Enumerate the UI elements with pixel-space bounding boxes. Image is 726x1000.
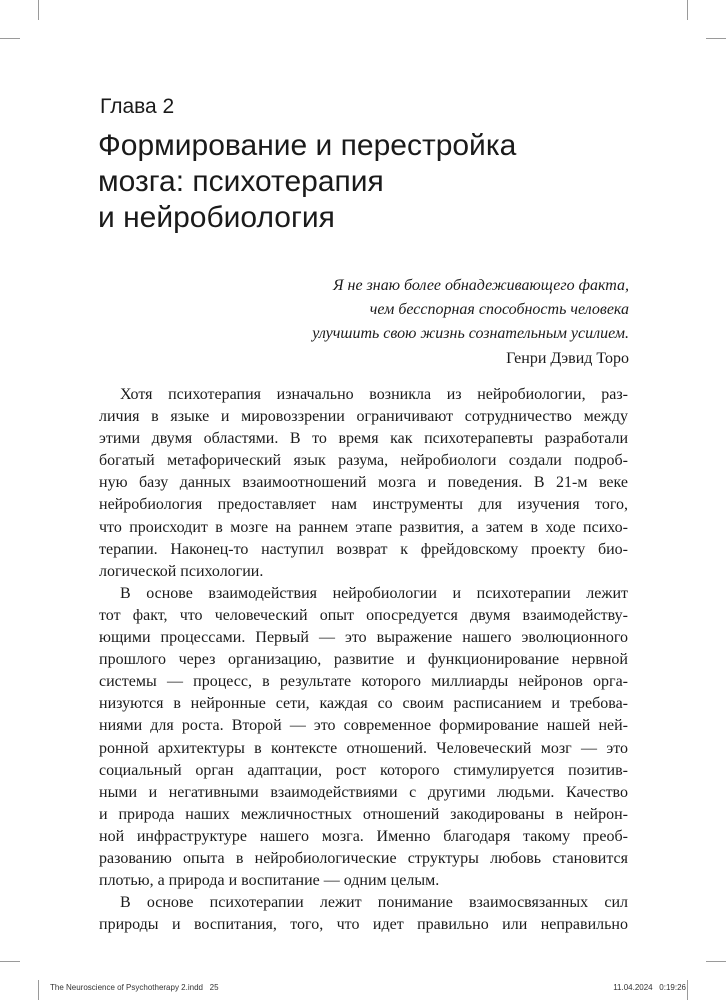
text-line: этими двумя областями. В то время как психотерапевты разработали <box>99 430 628 448</box>
text-line: ющими процессами. Первый — это выражение нашего эволюционного <box>99 629 628 647</box>
crop-mark <box>38 0 39 20</box>
text-line: разованию опыта в нейробиологические структуры любовь становится <box>99 849 628 867</box>
text-line: прошлого через организацию, развитие и функционирование нервной <box>99 651 628 669</box>
text-line: В основе взаимодействия нейробиологии и психотерапии лежит <box>120 584 628 602</box>
text-line: личия в языке и мировоззрении ограничивают сотрудничество между <box>99 408 628 426</box>
crop-mark <box>687 0 688 20</box>
text-line: логической психологии. <box>99 562 264 580</box>
text-line: ниями для роста. Второй — это современное формирование нашей ней- <box>99 717 628 735</box>
slug-datetime: 11.04.2024 0:19:26 <box>613 983 686 992</box>
text-line: плотью, а природа и воспитание — одним целым. <box>99 872 440 890</box>
text-line: ной инфраструктуре нашего мозга. Именно благодаря такому преоб- <box>99 827 628 845</box>
chapter-title-line: мозга: психотерапия <box>98 165 384 198</box>
text-line: природы и воспитания, того, что идет правильно или неправильно <box>99 916 628 934</box>
text-line: терапии. Наконец-то наступил возврат к фрейдовскому проекту био- <box>99 540 628 558</box>
text-line: Хотя психотерапия изначально возникла из нейробиологии, раз- <box>120 386 628 403</box>
epigraph-author: Генри Дэвид Торо <box>506 350 629 367</box>
crop-mark <box>706 38 726 39</box>
text-line: социальный орган адаптации, рост которого стимулируется позитив- <box>99 761 628 779</box>
chapter-title <box>98 128 618 236</box>
text-line: тот факт, что человеческий опыт опосредуется двумя взаимодейству- <box>99 606 628 624</box>
text-line: нейробиология предоставляет нам инструменты для изучения того, <box>99 496 628 514</box>
body-text <box>99 384 628 936</box>
paragraph <box>99 892 628 936</box>
epigraph-quote-line: улучшить свою жизнь сознательным усилием. <box>312 325 629 342</box>
epigraph-quote-line: Я не знаю более обнадеживающего факта, <box>333 277 629 294</box>
text-line: низуются в нейронные сети, каждая со своим расписанием и требова- <box>99 695 628 713</box>
text-line: В основе психотерапии лежит понимание взаимосвязанных сил <box>120 894 628 912</box>
text-line: системы — процесс, в результате которого миллиарды нейронов орга- <box>99 673 628 691</box>
crop-mark <box>38 980 39 1000</box>
text-line: ронной архитектуры в контексте отношений. Человеческий мозг — это <box>99 739 628 757</box>
paragraph <box>99 384 628 583</box>
slug-file-info: The Neuroscience of Psychotherapy 2.indd 25 <box>50 983 219 992</box>
text-line: ную базу данных взаимоотношений мозга и поведения. В 21-м веке <box>99 474 628 492</box>
text-line: что происходит в мозге на раннем этапе развития, а затем в ходе психо- <box>99 518 628 536</box>
crop-mark <box>706 961 726 962</box>
text-line: ными и негативными взаимодействиями с другими людьми. Качество <box>99 783 628 801</box>
crop-mark <box>687 980 688 1000</box>
crop-mark <box>0 38 20 39</box>
crop-mark <box>0 961 20 962</box>
paragraph <box>99 583 628 892</box>
chapter-label: Глава 2 <box>100 95 175 118</box>
epigraph-quote-line: чем бесспорная способность человека <box>369 301 629 318</box>
epigraph <box>209 274 629 371</box>
chapter-title-line: и нейробиология <box>98 201 335 234</box>
chapter-title-line: Формирование и перестройка <box>98 129 517 162</box>
text-line: богатый метафорический язык разума, нейробиологи создали подроб- <box>99 452 628 470</box>
text-line: и природа наших межличностных отношений закодированы в нейрон- <box>99 805 628 823</box>
